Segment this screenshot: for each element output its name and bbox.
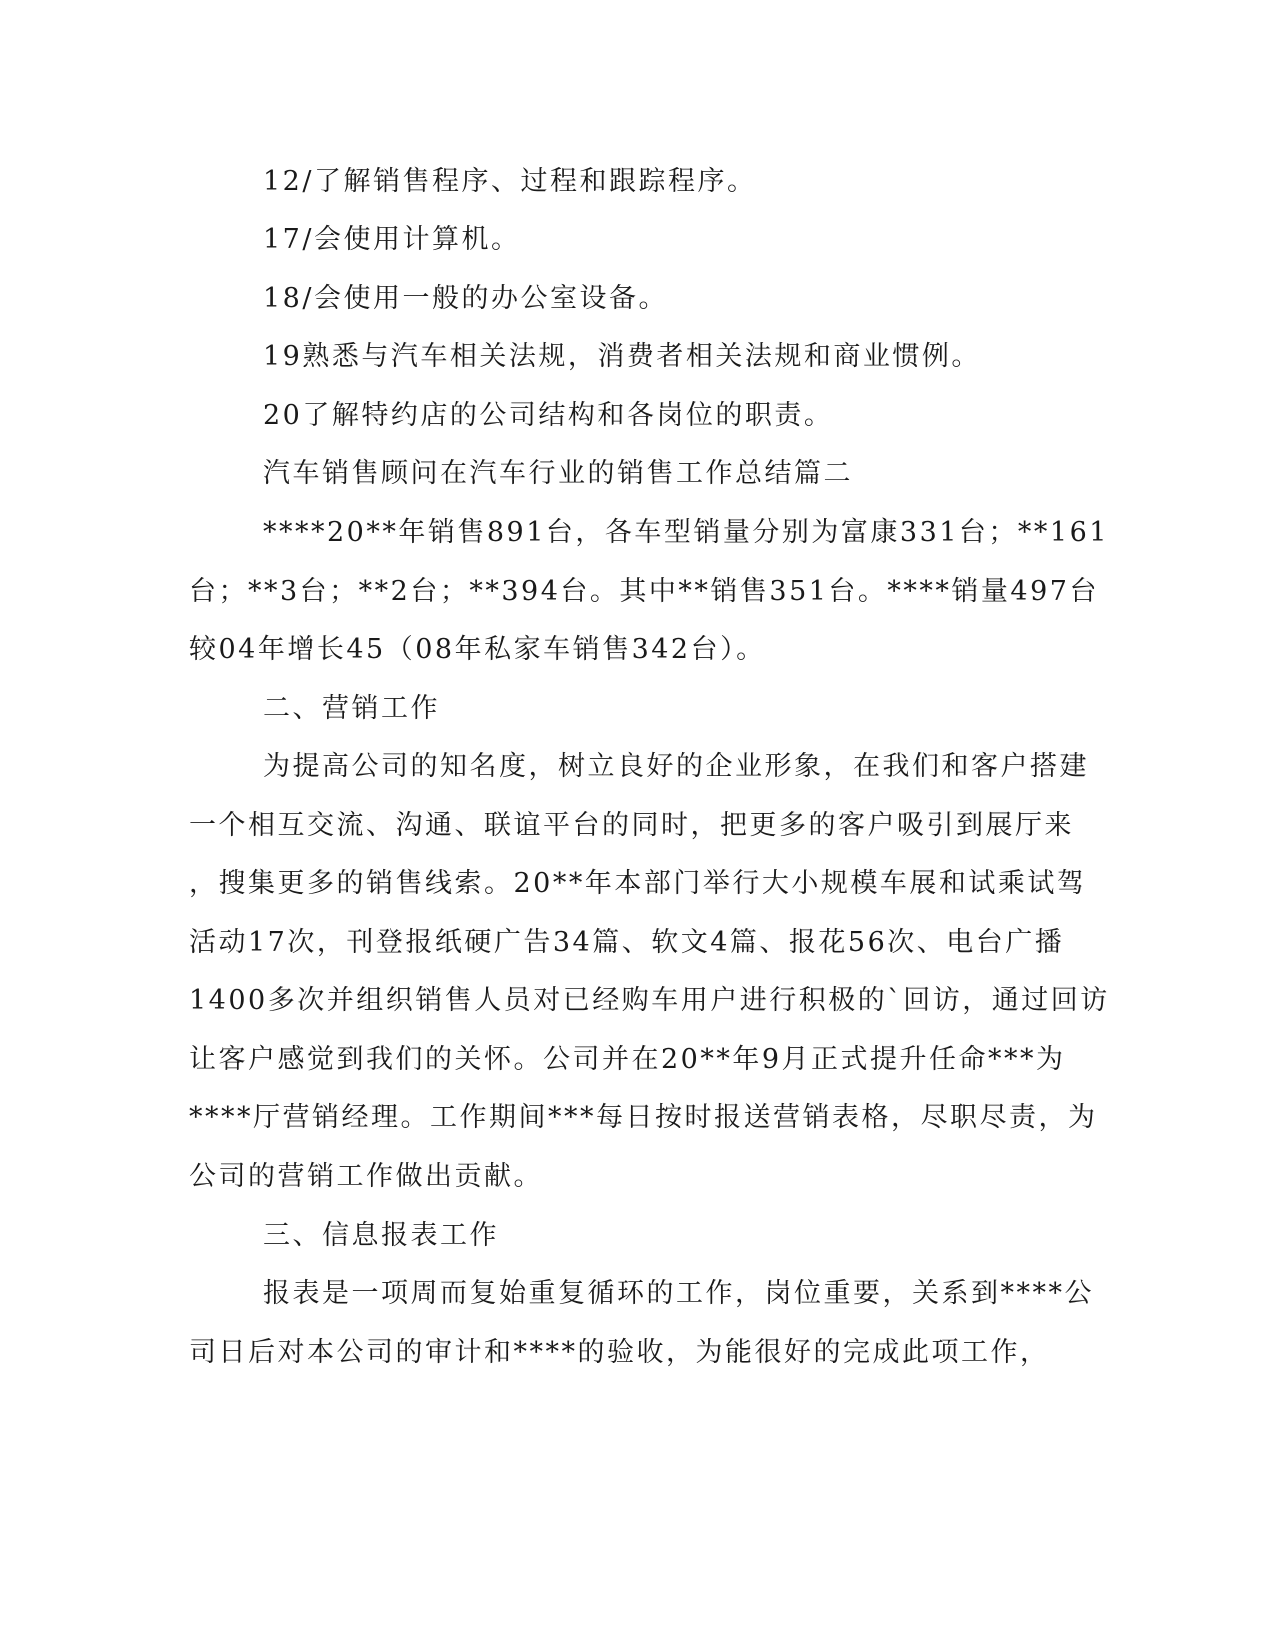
text-line: 20了解特约店的公司结构和各岗位的职责。 (263, 400, 834, 431)
paragraph-line: 司日后对本公司的审计和****的验收，为能很好的完成此项工作， (189, 1337, 1050, 1368)
text-line: 17/会使用计算机。 (263, 224, 521, 255)
paragraph-line: 活动17次，刊登报纸硬广告34篇、软文4篇、报花56次、电台广播 (189, 927, 1065, 958)
paragraph-line: ****厅营销经理。工作期间***每日按时报送营销表格，尽职尽责，为 (189, 1102, 1098, 1133)
section-heading: 汽车销售顾问在汽车行业的销售工作总结篇二 (263, 458, 853, 489)
paragraph-line: 1400多次并组织销售人员对已经购车用户进行积极的`回访，通过回访 (189, 985, 1110, 1016)
text-line: 12/了解销售程序、过程和跟踪程序。 (263, 166, 757, 197)
paragraph-line: 一个相互交流、沟通、联谊平台的同时，把更多的客户吸引到展厅来 (189, 810, 1074, 841)
paragraph-line: 让客户感觉到我们的关怀。公司并在20**年9月正式提升任命***为 (189, 1044, 1066, 1075)
section-heading: 三、信息报表工作 (263, 1220, 499, 1251)
paragraph-line: ，搜集更多的销售线索。20**年本部门举行大小规模车展和试乘试驾 (189, 868, 1087, 899)
paragraph-line: 公司的营销工作做出贡献。 (189, 1161, 543, 1192)
text-line: 19熟悉与汽车相关法规，消费者相关法规和商业惯例。 (263, 341, 981, 372)
paragraph-line: 较04年增长45（08年私家车销售342台）。 (189, 634, 766, 665)
paragraph-line: 为提高公司的知名度，树立良好的企业形象，在我们和客户搭建 (263, 751, 1089, 782)
section-heading: 二、营销工作 (263, 693, 440, 724)
paragraph-line: ****20**年销售891台，各车型销量分别为富康331台；**161 (263, 517, 1109, 548)
paragraph-line: 台；**3台；**2台；**394台。其中**销售351台。****销量497台 (189, 576, 1099, 607)
paragraph-line: 报表是一项周而复始重复循环的工作，岗位重要，关系到****公 (263, 1278, 1094, 1309)
text-line: 18/会使用一般的办公室设备。 (263, 283, 668, 314)
